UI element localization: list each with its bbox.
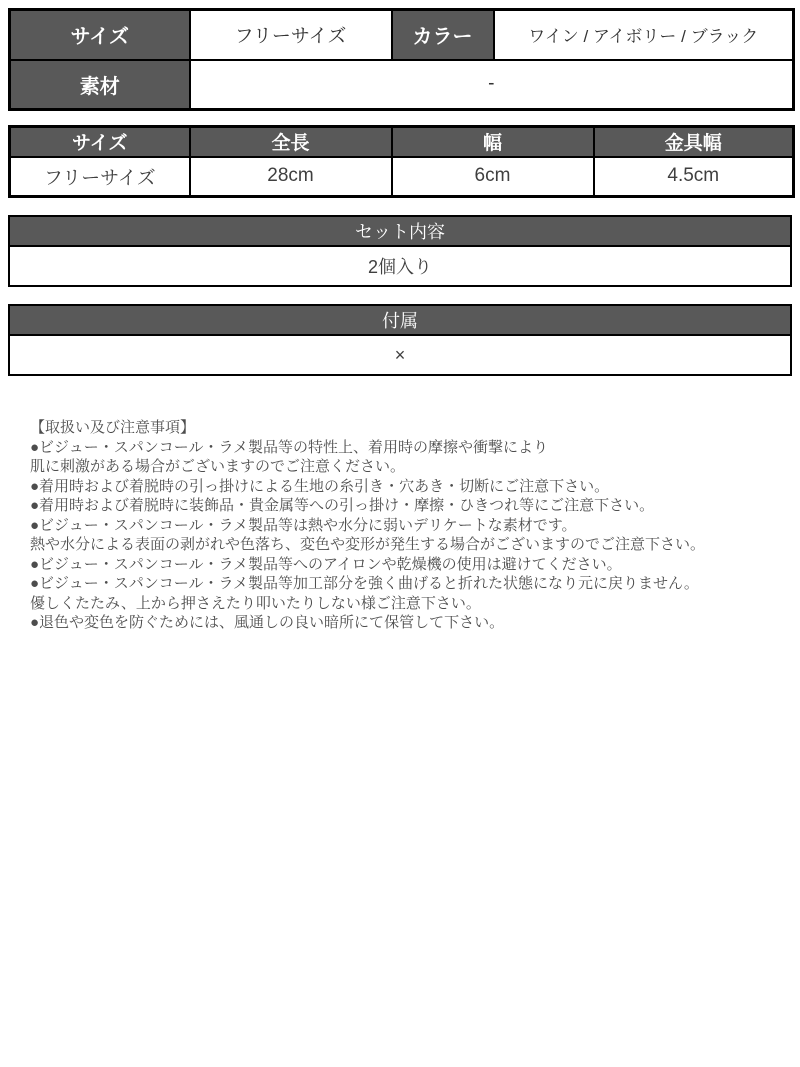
- care-notes: [30, 418, 780, 633]
- care-note-line: 肌に刺激がある場合がございますのでご注意ください。: [30, 458, 406, 475]
- accessory-table: [8, 304, 792, 376]
- dim-header-size: サイズ: [10, 127, 190, 157]
- care-note-line: ●着用時および着脱時に装飾品・貴金属等への引っ掛け・摩擦・ひきつれ等にご注意下さい。: [30, 497, 655, 514]
- dim-header-width: 幅: [392, 127, 594, 157]
- size-label-cell: サイズ: [10, 10, 190, 60]
- care-note-line: ●ビジュー・スパンコール・ラメ製品等は熱や水分に弱いデリケートな素材です。: [30, 516, 577, 534]
- care-note-line: ●ビジュー・スパンコール・ラメ製品等加工部分を強く曲げると折れた状態になり元に戻りません。: [30, 575, 699, 592]
- care-note-line: ●ビジュー・スパンコール・ラメ製品等の特性上、着用時の摩擦や衝撃により: [30, 438, 549, 456]
- care-note-line: ●着用時および着脱時の引っ掛けによる生地の糸引き・穴あき・切断にご注意下さい。: [30, 477, 610, 495]
- care-notes-title: 【取扱い及び注意事項】: [30, 419, 196, 436]
- color-value-cell: ワイン / アイボリー / ブラック: [494, 10, 794, 60]
- material-value-cell: -: [190, 60, 794, 110]
- set-contents-header-cell: セット内容: [9, 216, 791, 246]
- dim-value-width: 6cm: [392, 157, 594, 197]
- care-note-line: ●ビジュー・スパンコール・ラメ製品等へのアイロンや乾燥機の使用は避けてください。: [30, 555, 622, 573]
- dim-value-size: フリーサイズ: [10, 157, 190, 197]
- dimension-table: [8, 125, 795, 198]
- dim-value-total-length: 28cm: [190, 157, 392, 197]
- care-note-line: 熱や水分による表面の剥がれや色落ち、変色や変形が発生する場合がございますのでご注意下さい。: [30, 536, 706, 553]
- accessory-value-cell: ×: [9, 335, 791, 375]
- set-contents-value-cell: 2個入り: [9, 246, 791, 286]
- color-label-cell: カラー: [392, 10, 494, 60]
- material-label-cell: 素材: [10, 60, 190, 110]
- care-note-line: 優しくたたみ、上から押さえたり叩いたりしない様ご注意下さい。: [30, 594, 481, 612]
- size-color-material-table: [8, 8, 795, 111]
- dim-value-hardware-width: 4.5cm: [594, 157, 794, 197]
- dim-header-total-length: 全長: [190, 127, 392, 157]
- accessory-header-cell: 付属: [9, 305, 791, 335]
- set-contents-table: [8, 215, 792, 287]
- dim-header-hardware-width: 金具幅: [594, 127, 794, 157]
- size-value-cell: フリーサイズ: [190, 10, 392, 60]
- care-note-line: ●退色や変色を防ぐためには、風通しの良い暗所にて保管して下さい。: [30, 614, 505, 631]
